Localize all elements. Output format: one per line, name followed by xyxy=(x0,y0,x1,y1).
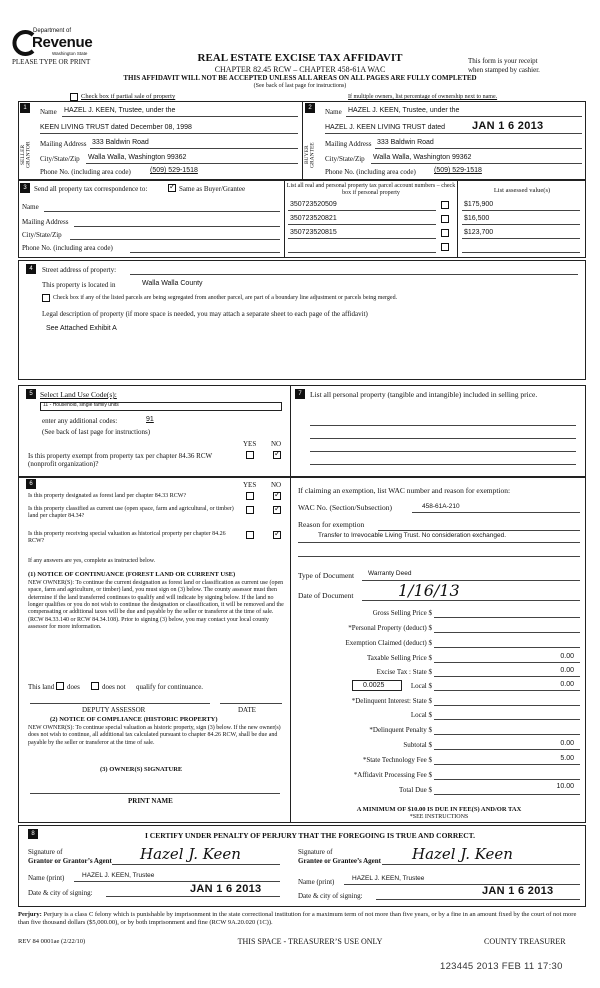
notice-compliance-text: NEW OWNER(S): To continue special valuation as historic property, sign (3) below. If the new owner(s) does not wish to continue, all additional tax calculated pursuant to chapter 84.26 RCW, shall be due and payable by the seller or transferor at the time of sale. xyxy=(28,725,281,746)
seller-phone-label: Phone No. (including area code) xyxy=(40,168,131,176)
form-chapter: CHAPTER 82.45 RCW – CHAPTER 458-61A WAC xyxy=(214,65,386,74)
street-address-label: Street address of property: xyxy=(42,266,117,274)
section-8-number: 8 xyxy=(28,829,38,839)
buyer-city-label: City/State/Zip xyxy=(325,155,365,163)
grantee-name[interactable]: HAZEL J. KEEN, Trustee xyxy=(352,875,425,882)
grantor-name[interactable]: HAZEL J. KEEN, Trustee xyxy=(82,872,155,879)
segregated-label: Check box if any of the listed parcels are being segregated from another parcel, are part of a boundary line adjustment or parcels being merged. xyxy=(53,295,398,301)
dept-title: Department of xyxy=(33,28,72,34)
forest-yes-checkbox[interactable] xyxy=(246,492,254,500)
forest-question: Is this property designated as forest land per chapter 84.33 RCW? xyxy=(28,493,187,499)
tax-label-local: Local $ xyxy=(410,682,432,690)
section-6-number: 6 xyxy=(26,479,36,489)
grantor-date[interactable]: JAN 1 6 2013 xyxy=(190,883,262,895)
tax-label-personal: *Personal Property (deduct) $ xyxy=(348,624,432,632)
section-1-number: 1 xyxy=(20,103,30,113)
form-title: REAL ESTATE EXCISE TAX AFFIDAVIT xyxy=(197,52,403,64)
multiple-owners-note: If multiple owners, list percentage of ownership next to name. xyxy=(348,94,498,100)
assessed-header: List assessed value(s) xyxy=(493,187,551,194)
receipt-stamp: 123445 2013 FEB 11 17:30 xyxy=(440,961,563,972)
tax-label-total: Total Due $ xyxy=(399,786,432,794)
grantor-name-label: Name (print) xyxy=(28,874,65,882)
corr-address-label: Mailing Address xyxy=(22,218,69,226)
parcel-3-personal-checkbox[interactable] xyxy=(441,229,449,237)
historical-yes-checkbox[interactable] xyxy=(246,531,254,539)
current-use-no-checkbox[interactable] xyxy=(273,506,281,514)
document-type-value[interactable]: Warranty Deed xyxy=(368,570,412,577)
dept-name: Revenue xyxy=(32,34,93,51)
parcel-value-1[interactable]: $175,900 xyxy=(464,201,494,208)
owner-signature-label: (3) OWNER(S) SIGNATURE xyxy=(100,766,183,773)
section-5-number: 5 xyxy=(26,389,36,399)
exempt-no-checkbox[interactable] xyxy=(273,451,281,459)
tax-label-taxable: Taxable Selling Price $ xyxy=(366,654,432,662)
treasurer-use-only: THIS SPACE - TREASURER’S USE ONLY xyxy=(237,937,383,946)
land-use-see-back: (See back of last page for instructions) xyxy=(42,428,151,436)
tax-label-tech-fee: *State Technology Fee $ xyxy=(362,756,432,764)
parcel-1-personal-checkbox[interactable] xyxy=(441,201,449,209)
tax-label-del-interest-local: Local $ xyxy=(410,711,432,719)
notice-continuance-text: NEW OWNER(S): To continue the current designation as forest land or classification as current use (open space, farm and agriculture, or timber) land, you must sign on (3) below. The county assessor must then determine if the land transferred continues to qualify and will indicate by signing below. If the land no longer qualifies or you do not wish to continue the designation or classification, it will be removed and the compensating or additional taxes will be due and payable by the seller or transferor at the time of sale. (RCW 84.33.140 or RCW 84.34.108). Prior to signing (3) below, you may contact your local county assessor for more information. xyxy=(28,580,284,630)
seller-city-label: City/State/Zip xyxy=(40,155,80,163)
no-header-6: NO xyxy=(271,481,282,489)
buyer-phone[interactable]: (509) 529-1518 xyxy=(434,167,482,174)
buyer-name-cont[interactable]: HAZEL J. KEEN LIVING TRUST dated xyxy=(325,124,446,131)
forest-no-checkbox[interactable] xyxy=(273,492,281,500)
grantee-sig-label-1: Signature of xyxy=(298,848,333,856)
section-7-number: 7 xyxy=(295,389,305,399)
historical-question: Is this property receiving special valuation as historical property per chapter 84.26 RCW? xyxy=(28,531,226,544)
tax-label-subtotal: Subtotal $ xyxy=(403,741,432,749)
historical-no-checkbox[interactable] xyxy=(273,531,281,539)
county-treasurer-label: COUNTY TREASURER xyxy=(484,937,566,946)
seller-grantor-label: SELLER GRANTOR xyxy=(20,141,32,169)
seller-phone[interactable]: (509) 529-1518 xyxy=(150,167,198,174)
corr-name-label: Name xyxy=(22,203,39,211)
buyer-address-label: Mailing Address xyxy=(325,140,372,148)
see-back-note: (See back of last page for instructions) xyxy=(253,83,347,89)
grantor-sig-label-2: Grantor or Grantor’s Agent xyxy=(28,857,112,865)
grantor-signature[interactable]: Hazel J. Keen xyxy=(140,845,241,863)
receipt-note-2: when stamped by cashier. xyxy=(468,66,540,74)
tax-value-total[interactable]: 10.00 xyxy=(556,783,574,790)
document-type-label: Type of Document xyxy=(298,571,355,580)
notice-compliance-title: (2) NOTICE OF COMPLIANCE (HISTORIC PROPERTY) xyxy=(50,716,218,723)
no-header: NO xyxy=(271,440,282,448)
seller-address[interactable]: 333 Baldwin Road xyxy=(92,139,149,146)
section-4-number: 4 xyxy=(26,264,36,274)
parcel-header: List all real and personal property tax parcel account numbers – check box if personal property xyxy=(286,183,456,196)
buyer-address[interactable]: 333 Baldwin Road xyxy=(377,139,434,146)
does-not-label: does not xyxy=(102,683,126,691)
dept-state: Washington State xyxy=(52,51,88,56)
grantee-signature[interactable]: Hazel J. Keen xyxy=(412,845,513,863)
buyer-city[interactable]: Walla Walla, Washington 99362 xyxy=(373,154,472,161)
buyer-date-stamp: JAN 1 6 2013 xyxy=(472,120,544,132)
exemption-label: If claiming an exemption, list WAC number and reason for exemption: xyxy=(298,486,511,495)
tax-label-processing-fee: *Affidavit Processing Fee $ xyxy=(353,771,432,779)
does-not-checkbox[interactable] xyxy=(91,682,99,690)
deputy-assessor-label: DEPUTY ASSESSOR xyxy=(82,706,146,714)
if-any-yes: If any answers are yes, complete as instructed below. xyxy=(28,558,156,564)
partial-sale-label: Check box if partial sale of property xyxy=(81,93,176,100)
minimum-fee-note: A MINIMUM OF $10.00 IS DUE IN FEE(S) AND/OR TAX xyxy=(356,806,522,813)
see-instructions: *SEE INSTRUCTIONS xyxy=(409,814,469,820)
wac-label: WAC No. (Section/Subsection) xyxy=(298,503,392,512)
seller-name[interactable]: HAZEL J. KEEN, Trustee, under the xyxy=(64,107,176,114)
exempt-yes-checkbox[interactable] xyxy=(246,451,254,459)
land-use-value: 11 - Household, single family units xyxy=(43,402,119,408)
tax-value-subtotal[interactable]: 0.00 xyxy=(560,740,574,747)
legal-description-value[interactable]: See Attached Exhibit A xyxy=(46,325,117,332)
notice-continuance-title: (1) NOTICE OF CONTINUANCE (FOREST LAND OR CURRENT USE) xyxy=(28,571,236,578)
tax-label-del-penalty: *Delinquent Penalty $ xyxy=(369,726,432,734)
does-checkbox[interactable] xyxy=(56,682,64,690)
parcel-2-personal-checkbox[interactable] xyxy=(441,215,449,223)
does-label: does xyxy=(67,683,80,691)
yes-header: YES xyxy=(243,440,257,448)
section-3-number: 3 xyxy=(20,183,30,193)
grantee-date[interactable]: JAN 1 6 2013 xyxy=(482,885,554,897)
reason-value[interactable]: Transfer to Irrevocable Living Trust. No consideration exchanged. xyxy=(318,532,506,539)
buyer-phone-label: Phone No. (including area code) xyxy=(325,168,416,176)
certify-statement: I CERTIFY UNDER PENALTY OF PERJURY THAT THE FOREGOING IS TRUE AND CORRECT. xyxy=(144,831,475,840)
corr-phone-label: Phone No. (including area code) xyxy=(22,244,113,252)
perjury-note xyxy=(18,911,588,928)
print-name-label: PRINT NAME xyxy=(128,797,173,805)
tax-value-local[interactable]: 0.00 xyxy=(560,681,574,688)
tax-label-state: Excise Tax : State $ xyxy=(376,668,432,676)
parcel-id-1[interactable]: 350723520509 xyxy=(290,201,337,208)
this-land-label: This land xyxy=(28,683,55,691)
same-as-buyer-checkbox[interactable] xyxy=(168,184,176,192)
parcel-4-personal-checkbox[interactable] xyxy=(441,243,449,251)
send-correspondence-label: Send all property tax correspondence to: xyxy=(34,185,148,193)
land-use-label: Select Land Use Code(s): xyxy=(40,390,117,399)
seller-name-label: Name xyxy=(40,108,57,116)
parcel-id-2[interactable]: 350723520821 xyxy=(290,215,337,222)
tax-value-state[interactable]: 0.00 xyxy=(560,667,574,674)
same-as-buyer-label: Same as Buyer/Grantee xyxy=(179,185,246,193)
tax-label-gross: Gross Selling Price $ xyxy=(372,609,432,617)
property-section xyxy=(18,260,586,380)
exempt-question: Is this property exempt from property tax per chapter 84.36 RCW (nonprofit organization)? xyxy=(28,452,212,469)
parcel-value-2[interactable]: $16,500 xyxy=(464,215,490,222)
yes-header-6: YES xyxy=(243,481,257,489)
document-date-label: Date of Document xyxy=(298,591,354,600)
type-or-print: PLEASE TYPE OR PRINT xyxy=(12,58,91,66)
form-warning: THIS AFFIDAVIT WILL NOT BE ACCEPTED UNLESS ALL AREAS ON ALL PAGES ARE FULLY COMPLETED xyxy=(123,74,477,82)
tax-value-taxable[interactable]: 0.00 xyxy=(560,653,574,660)
buyer-name-label: Name xyxy=(325,108,342,116)
reason-label: Reason for exemption xyxy=(298,520,365,529)
parcel-id-3[interactable]: 350723520815 xyxy=(290,229,337,236)
perjury-label: Perjury: xyxy=(18,911,42,918)
tax-value-tech-fee[interactable]: 5.00 xyxy=(560,755,574,762)
local-rate-value: 0.0025 xyxy=(363,682,385,689)
seller-address-label: Mailing Address xyxy=(40,140,87,148)
form-number: REV 84 0001ae (2/22/10) xyxy=(18,938,86,945)
current-use-question: Is this property classified as current use (open space, farm and agricultural, or timber) land per chapter 84.34? xyxy=(28,506,234,519)
qualify-label: qualify for continuance. xyxy=(136,683,204,691)
personal-property-label: List all personal property (tangible and intangible) included in selling price. xyxy=(310,390,538,399)
grantee-date-label: Date & city of signing: xyxy=(298,892,363,900)
land-use-select[interactable] xyxy=(40,402,282,411)
tax-label-del-interest-state: *Delinquent Interest: State $ xyxy=(351,697,432,705)
grantee-name-label: Name (print) xyxy=(298,878,335,886)
tax-label-exemption: Exemption Claimed (deduct) $ xyxy=(345,639,432,647)
receipt-note-1: This form is your receipt xyxy=(468,57,538,65)
grantee-sig-label-2: Grantee or Grantee’s Agent xyxy=(298,857,382,865)
seller-name-cont[interactable]: KEEN LIVING TRUST dated December 08, 1998 xyxy=(40,124,192,131)
document-date-value[interactable]: 1/16/13 xyxy=(398,581,460,600)
grantor-sig-label-1: Signature of xyxy=(28,848,63,856)
additional-codes-value[interactable]: 91 xyxy=(146,416,154,423)
buyer-grantee-label: BUYER GRANTEE xyxy=(304,142,316,168)
partial-sale-checkbox[interactable] xyxy=(70,93,78,101)
wac-value[interactable]: 458-61A-210 xyxy=(422,503,460,510)
perjury-text: Perjury is a class C felony which is punishable by imprisonment in the state correctional institution for a maximum term of not more than five years, or by a fine in an amount fixed by the court of not more than five thousand dollars ($5,000.00), or by both imprisonment and fine (RCW 9A.20.020 (1C)). xyxy=(18,911,577,927)
seller-city[interactable]: Walla Walla, Washington 99362 xyxy=(88,154,187,161)
corr-city-label: City/State/Zip xyxy=(22,231,62,239)
parcel-value-3[interactable]: $123,700 xyxy=(464,229,494,236)
date-label: DATE xyxy=(238,706,256,714)
county-value[interactable]: Walla Walla County xyxy=(142,280,203,287)
section-2-number: 2 xyxy=(305,103,315,113)
buyer-name[interactable]: HAZEL J. KEEN, Trustee, under the xyxy=(348,107,460,114)
current-use-yes-checkbox[interactable] xyxy=(246,506,254,514)
grantor-date-label: Date & city of signing: xyxy=(28,889,93,897)
segregated-checkbox[interactable] xyxy=(42,294,50,302)
legal-description-label: Legal description of property (if more space is needed, you may attach a separate sheet to each page of the affidavit) xyxy=(42,310,368,318)
located-in-label: This property is located in xyxy=(42,281,116,289)
additional-codes-label: enter any additional codes: xyxy=(42,417,118,425)
